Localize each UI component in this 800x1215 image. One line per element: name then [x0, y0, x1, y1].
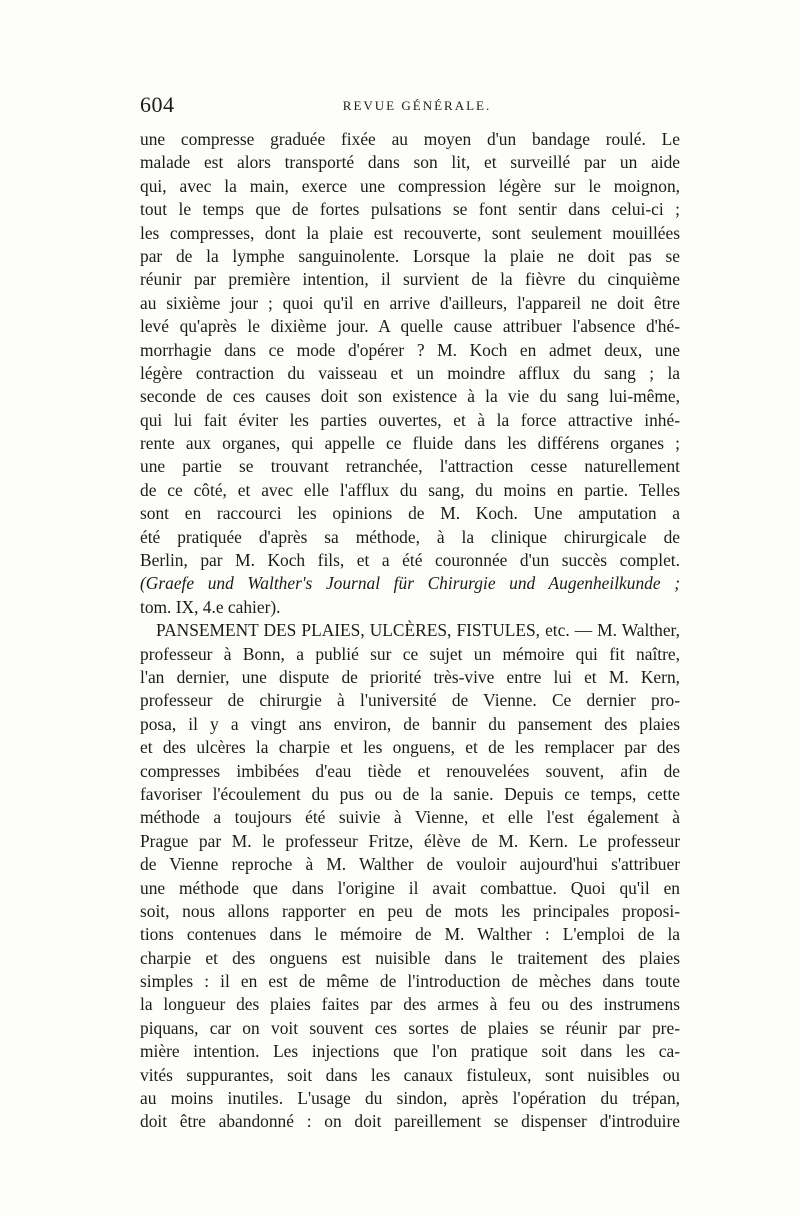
text-line: Berlin, par M. Koch fils, et a été couronnée d'un succès complet.: [140, 550, 680, 571]
text-line: de ce côté, et avec elle l'afflux du sang, du moins en partie. Telles: [140, 479, 680, 500]
text-line: de Vienne reproche à M. Walther de vouloir aujourd'hui s'attribuer: [140, 854, 680, 875]
text-line: favoriser l'écoulement du pus ou de la sanie. Depuis ce temps, cette: [140, 783, 680, 804]
body-text: [140, 128, 680, 1134]
text-line: posa, il y a vingt ans environ, de bannir du pansement des plaies: [140, 713, 680, 734]
text-line: malade est alors transporté dans son lit, et surveillé par un aide: [140, 152, 680, 173]
text-line: rente aux organes, qui appelle ce fluide dans les différens organes ;: [140, 433, 680, 454]
text-line: une compresse graduée fixée au moyen d'un bandage roulé. Le: [140, 129, 680, 149]
running-title: REVUE GÉNÉRALE.: [342, 98, 492, 113]
section-heading-line: PANSEMENT DES PLAIES, ULCÈRES, FISTULES, etc. — M. Walther,: [156, 620, 680, 641]
text-line: légère contraction du vaisseau et un moindre afflux du sang ; la: [140, 362, 680, 383]
text-line: mière intention. Les injections que l'on pratique soit dans les ca-: [140, 1041, 680, 1062]
text-line: au moins inutiles. L'usage du sindon, après l'opération du trépan,: [140, 1088, 680, 1109]
text-line: simples : il en est de même de l'introduction de mèches dans toute: [140, 971, 680, 992]
text-line: tions contenues dans le mémoire de M. Walther : L'emploi de la: [140, 924, 680, 945]
text-line: seconde de ces causes doit son existence à la vie du sang lui-même,: [140, 386, 680, 407]
text-line: piquans, car on voit souvent ces sortes de plaies se réunir par pre-: [140, 1017, 680, 1038]
text-line: morrhagie dans ce mode d'opérer ? M. Koch en admet deux, une: [140, 339, 680, 360]
text-line: les compresses, dont la plaie est recouverte, sont seulement mouillées: [140, 222, 680, 243]
text-line: levé qu'après le dixième jour. A quelle cause attribuer l'absence d'hé-: [140, 316, 680, 337]
text-line: l'an dernier, une dispute de priorité très-vive entre lui et M. Kern,: [140, 666, 680, 687]
text-line: et des ulcères la charpie et les onguens, et de les remplacer par des: [140, 737, 680, 758]
text-line: réunir par première intention, il survient de la fièvre du cinquième: [140, 269, 680, 290]
page-header: [140, 92, 680, 122]
text-line: professeur de chirurgie à l'université de Vienne. Ce dernier pro-: [140, 690, 680, 711]
text-line: qui lui fait éviter les parties ouvertes, et à la force attractive inhé-: [140, 409, 680, 430]
text-line: soit, nous allons rapporter en peu de mots les principales proposi-: [140, 900, 680, 921]
text-line: par de la lymphe sanguinolente. Lorsque la plaie ne doit pas se: [140, 245, 680, 266]
text-line: vités suppurantes, soit dans les canaux fistuleux, sont nuisibles ou: [140, 1064, 680, 1085]
text-line: au sixième jour ; quoi qu'il en arrive d'ailleurs, l'appareil ne doit être: [140, 292, 680, 313]
page-number: 604: [140, 92, 175, 117]
text-line: méthode a toujours été suivie à Vienne, et elle l'est également à: [140, 807, 680, 828]
text-line: tout le temps que de fortes pulsations se font sentir dans celui-ci ;: [140, 199, 680, 220]
text-line: une méthode que dans l'origine il avait combattue. Quoi qu'il en: [140, 877, 680, 898]
text-line: Prague par M. le professeur Fritze, élève de M. Kern. Le professeur: [140, 830, 680, 851]
text-line: charpie et des onguens est nuisible dans le traitement des plaies: [140, 947, 680, 968]
text-line: la longueur des plaies faites par des armes à feu ou des instrumens: [140, 994, 680, 1015]
text-line: compresses imbibées d'eau tiède et renouvelées souvent, afin de: [140, 760, 680, 781]
text-line: doit être abandonné : on doit pareillement se dispenser d'introduire: [140, 1111, 680, 1132]
citation-line: (Graefe und Walther's Journal für Chirurgie und Augenheilkunde ;: [140, 573, 680, 594]
text-line: une partie se trouvant retranchée, l'attraction cesse naturellement: [140, 456, 680, 477]
text-line: professeur à Bonn, a publié sur ce sujet un mémoire qui fit naître,: [140, 643, 680, 664]
text-line: été pratiquée d'après sa méthode, à la clinique chirurgicale de: [140, 526, 680, 547]
text-line: qui, avec la main, exerce une compression légère sur le moignon,: [140, 175, 680, 196]
citation-line: tom. IX, 4.e cahier).: [140, 596, 281, 617]
text-line: sont en raccourci les opinions de M. Koch. Une amputation a: [140, 503, 680, 524]
